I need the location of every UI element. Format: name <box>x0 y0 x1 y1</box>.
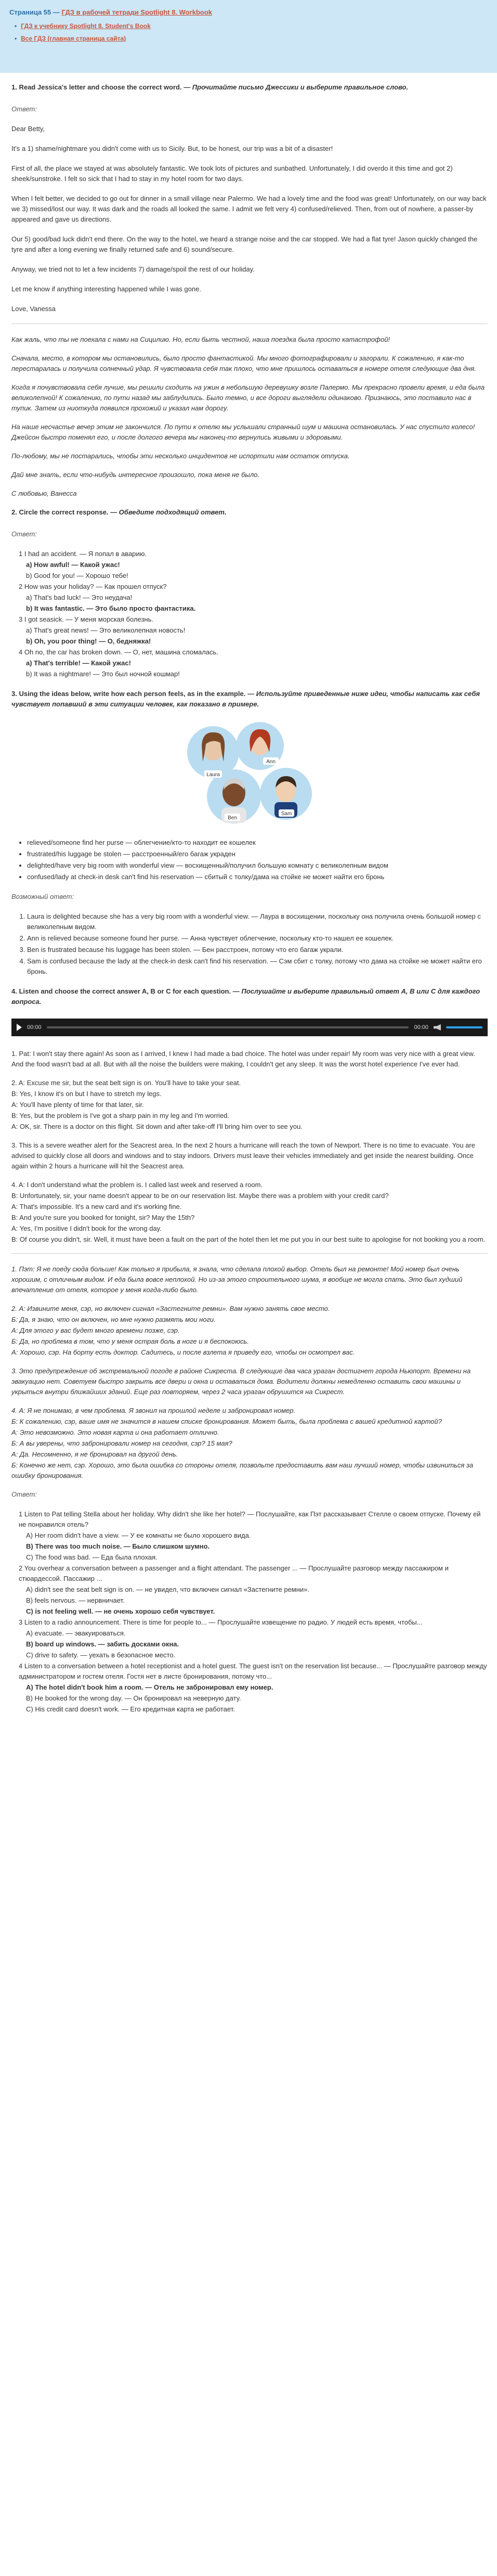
task4-title-ru: — Послушайте и выберите правильный ответ A, B или C для каждого вопроса. <box>11 987 480 1006</box>
task2-title-en: 2. Circle the correct response. <box>11 508 109 516</box>
script-line: A: Yes, I'm positive I didn't book for the wrong day. <box>11 1225 162 1232</box>
list-item: b) Good for you! — Хорошо тебе! <box>26 572 128 579</box>
task2-list <box>11 549 488 679</box>
list-item: b) Oh, you poor thing! — О, бедняжка! <box>26 637 151 645</box>
script-line: B: And you're sure you booked for tonight, sir? May the 15th? <box>11 1214 195 1221</box>
ideas-list <box>11 838 488 882</box>
students-book-link[interactable]: ГДЗ к учебнику Spotlight 8. Student's Book <box>21 22 151 30</box>
list-item: 4. Sam is confused because the lady at the check-in desk can't find his reservation. — Сэм сбит с толку, потому что дама на стойке не может найти его бронь. <box>27 956 488 977</box>
volume-icon[interactable] <box>434 1024 441 1031</box>
list-item: B) feels nervous. — нервничает. <box>26 1596 125 1604</box>
audio-script <box>11 1049 488 1245</box>
navigation-box <box>0 0 497 73</box>
list-item: A) The hotel didn't book him a room. — Отель не забронировал ему номер. <box>26 1683 273 1691</box>
task1-heading <box>11 82 488 93</box>
translation-line: 4. А: Я не понимаю, в чем проблема. Я звонил на прошлой неделе и забронировал номер. <box>11 1407 296 1414</box>
nav-item <box>21 21 488 31</box>
audio-current-time: 00:00 <box>27 1024 42 1031</box>
photo-label: Sam <box>281 811 292 817</box>
letter-signature: Love, Vanessa <box>11 305 56 313</box>
task3-heading <box>11 689 488 710</box>
list-item: a) How awful! — Какой ужас! <box>26 561 120 569</box>
photo-label: Laura <box>206 772 220 778</box>
translation-line: А: Да. Несомненно, я не бронировал на другой день. <box>11 1450 178 1458</box>
list-item: B) There was too much noise. — Было слишком шумно. <box>26 1542 210 1550</box>
translation-paragraph: На наше несчастье вечер этим не закончился. По пути к отелю мы услышали странный шум и машина остановилась. У нас спустило колесо! Джейсон быстро поменял его, и после долгого вечера мы наконец-то вернулись живыми и здоровыми. <box>11 423 475 441</box>
list-item: 1. Laura is delighted because she has a very big room with a wonderful view. — Лаура в восхищении, поскольку она получила очень большой номер с великолепным видом. <box>27 911 488 932</box>
list-item: 4 Oh no, the car has broken down. — О, нет, машина сломалась. <box>19 648 218 656</box>
task3-title-en: 3. Using the ideas below, write how each person feels, as in the example. <box>11 690 246 698</box>
translation-line: А: Для этого у вас будет много времени позже, сэр. <box>11 1326 180 1334</box>
task1-title-ru: — Прочитайте письмо Джессики и выберите правильное слово. <box>184 83 409 91</box>
translation-paragraph: 1. Пэт: Я не поеду сюда больше! Как только я прибыла, я знала, что сделала плохой выбор. Отель был на ремонте! Мой номер был очень хорошим, с отличным видом. И еда была вовсе неплохой. Но из-за этого строительного шума, я вообще не могла спать. Это был худший впечатление от отеля, которое у меня когда-либо было. <box>11 1265 463 1294</box>
letter-greeting: Dear Betty, <box>11 125 45 133</box>
list-item: a) That's bad luck! — Это неудача! <box>26 594 133 601</box>
nav-title-prefix: Страница 55 — <box>9 8 62 16</box>
workbook-link[interactable]: ГДЗ в рабочей тетради Spotlight 8. Workbook <box>61 8 212 16</box>
letter-paragraph: It's a 1) shame/nightmare you didn't come with us to Sicily. But, to be honest, our trip was a bit of a disaster! <box>11 145 333 152</box>
list-item: 1 I had an accident. — Я попал в аварию. <box>19 550 147 558</box>
script-line: A: OK, sir. There is a doctor on this flight. Sit down and after take-off I'll bring him over to see you. <box>11 1123 303 1130</box>
translation-line: Б: А вы уверены, что забронировали номер на сегодня, сэр? 15 мая? <box>11 1439 232 1447</box>
task4-heading <box>11 986 488 1007</box>
script-line: B: Yes, but the problem is I've got a sharp pain in my leg and I'm worried. <box>11 1112 230 1119</box>
letter-paragraph: Let me know if anything interesting happened while I was gone. <box>11 285 201 293</box>
content <box>0 82 497 1715</box>
nav-item <box>21 33 488 44</box>
list-item: C) His credit card doesn't work. — Его кредитная карта не работает. <box>26 1705 235 1713</box>
list-item: 3 Listen to a radio announcement. There is time for people to... — Прослушайте извещение по радио. У людей есть время, чтобы... <box>19 1618 423 1626</box>
answer-label: Ответ: <box>11 105 37 113</box>
list-item: b) It was a nightmare! — Это был ночной кошмар! <box>26 670 180 678</box>
letter-paragraph: First of all, the place we stayed at was absolutely fantastic. We took lots of pictures and sunbathed. Unfortunately, I did overdo it this time and got 2) sheek/sunstroke. I felt so sick that I had to stay in my hotel room for two days. <box>11 164 453 183</box>
list-item: 2. Ann is relieved because someone found her purse. — Анна чувствует облегчение, поскольку кто-то нашел ее кошелек. <box>27 933 488 944</box>
list-item: C) The food was bad. — Еда была плохая. <box>26 1553 158 1561</box>
task4-answers <box>11 1509 488 1715</box>
translation-line: Б: Да, но проблема в том, что у меня острая боль в ноге и я беспокоюсь. <box>11 1337 249 1345</box>
script-line: B: Yes, I know it's on but I have to stretch my legs. <box>11 1090 162 1098</box>
task2-title-ru: — Обведите подходящий ответ. <box>110 508 227 516</box>
script-paragraph: 3. This is a severe weather alert for the Seacrest area. In the next 2 hours a hurricane will reach the town of Newport. There is no time to evacuate. You are advised to quickly close all doors and windows and to stay indoors. Drivers must leave their vehicles immediately and get inside the nearest building. Once again within 2 hours a hurricane will hit the Seacrest area. <box>11 1141 475 1170</box>
script-line: A: That's impossible. It's a new card and it's working fine. <box>11 1203 182 1210</box>
list-item: C) is not feeling well. — не очень хорошо себя чувствует. <box>26 1607 215 1615</box>
photo-label: Ben <box>228 815 237 821</box>
all-gdz-link[interactable]: Все ГДЗ (главная страница сайта) <box>21 35 126 42</box>
script-line: 4. A: I don't understand what the problem is. I called last week and reserved a room. <box>11 1181 263 1189</box>
photo-label: Ann <box>266 759 276 765</box>
list-item: A) evacuate. — эвакуироваться. <box>26 1629 126 1637</box>
list-item: 1 Listen to Pat telling Stella about her holiday. Why didn't she like her hotel? — Послушайте, как Пэт рассказывает Стелле о своем отпуске. Почему ей не понравился отель? <box>19 1510 481 1528</box>
script-line: A: You'll have plenty of time for that later, sir. <box>11 1101 144 1109</box>
task3-answers <box>11 911 488 977</box>
list-item: a) That's terrible! — Какой ужас! <box>26 659 131 667</box>
script-line: B: Unfortunately, sir, your name doesn't appear to be on our reservation list. Maybe there was a problem with your credit card? <box>11 1192 389 1200</box>
list-item: • confused/lady at check-in desk can't find his reservation — сбитый с толку/дама на стойке не может найти его бронь <box>27 872 488 882</box>
translation-paragraph: Сначала, место, в котором мы остановились, было просто фантастикой. Мы много фотографировали и загорали. К сожалению, я как-то перестаралась и получила солнечный удар. Я чувствовала себя так плохо, что мне пришлось оставаться в номере отеля следующие два дня. <box>11 354 476 372</box>
translation-line: А: Хорошо, сэр. На борту есть доктор. Садитесь, и после взлета я приведу его, чтобы он осмотрел вас. <box>11 1348 355 1356</box>
translation-paragraph: По-любому, мы не постарались, чтобы эти несколько инцидентов не испортили нам остаток отпуска. <box>11 452 350 460</box>
answer-label: Ответ: <box>11 1490 37 1498</box>
list-item: • relieved/someone find her purse — облегчение/кто-то находит ее кошелек <box>27 838 488 848</box>
audio-duration: 00:00 <box>414 1024 428 1031</box>
translation-paragraph: 3. Это предупреждение об экстремальной погоде в районе Сикреста. В следующие два часа ураган достигнет города Ньюпорт. Времени на эвакуацию нет. Советуем быстро закрыть все двери и окна и оставаться дома. Водители должны немедленно оставить свои машины и укрыться внутри ближайших зданий. Еще раз повторяем, через 2 часа ураган обрушится на Сикрест. <box>11 1367 471 1396</box>
audio-script-translation <box>11 1264 488 1481</box>
list-item: • delighted/have very big room with wonderful view — восхищенный/получил большую комнату с великолепным видом <box>27 860 488 871</box>
list-item: 3. Ben is frustrated because his luggage has been stolen. — Бен расстроен, потому что его багаж украли. <box>27 945 488 955</box>
letter-paragraph: Our 5) good/bad luck didn't end there. On the way to the hotel, we heard a strange noise and the car stopped. We had a flat tyre! Jason quickly changed the tyre and after a long evening we finally returned safe and 6) sound/secure. <box>11 235 478 253</box>
script-line: 2. A: Excuse me sir, but the seat belt sign is on. You'll have to take your seat. <box>11 1079 241 1087</box>
translation-line: Б: К сожалению, сэр, ваше имя не значится в нашем списке бронирования. Может быть, была проблема с вашей кредитной картой? <box>11 1418 442 1425</box>
script-line: B: Of course you didn't, sir. Well, it must have been a fault on the part of the hotel then let me put you in our best suite to apologise for not booking you a room. <box>11 1235 486 1243</box>
list-item: • frustrated/his luggage be stolen — расстроенный/его багаж украден <box>27 849 488 859</box>
translation-paragraph: Как жаль, что ты не поехала с нами на Сицилию. Но, если быть честной, наша поездка была просто катастрофой! <box>11 336 390 343</box>
letter-translation <box>11 334 488 499</box>
translation-paragraph: С любовью, Ванесса <box>11 490 77 497</box>
script-paragraph: 1. Pat: I won't stay there again! As soon as I arrived, I knew I had made a bad choice. The hotel was under repair! My room was very nice with a great view. And the food wasn't bad at all. But with all the noise the builders were making, I couldn't get any sleep. It was the worst hotel experience I've ever had. <box>11 1050 475 1068</box>
translation-line: Б: Конечно же нет, сэр. Хорошо, это была ошибка со стороны отеля, позвольте предоставить вам наш лучший номер, чтобы извиниться за ошибку бронирования. <box>11 1461 474 1479</box>
letter-paragraph: Anyway, we tried not to let a few incidents 7) damage/spoil the rest of our holiday. <box>11 265 255 273</box>
nav-links <box>9 21 488 44</box>
list-item: A) Her room didn't have a view. — У ее комнаты не было хорошего вида. <box>26 1531 251 1539</box>
divider <box>11 1253 488 1254</box>
translation-line: Б: Да, я знаю, что он включен, но мне нужно размять мои ноги. <box>11 1316 216 1323</box>
task4-title-en: 4. Listen and choose the correct answer A, B or C for each question. <box>11 987 231 995</box>
play-icon[interactable] <box>17 1024 22 1031</box>
volume-slider[interactable] <box>446 1026 482 1028</box>
list-item: C) drive to safety. — уехать в безопасное место. <box>26 1651 176 1659</box>
task2-heading <box>11 507 488 518</box>
translation-paragraph: Дай мне знать, если что-нибудь интересное произошло, пока меня не было. <box>11 471 260 479</box>
list-item: 4 Listen to a conversation between a hotel receptionist and a hotel guest. The guest isn't on the reservation list because... — Прослушайте разговор между администратором и гостем отеля. Гостя нет в листе бронирования, потому что... <box>19 1662 487 1680</box>
audio-progress-bar[interactable] <box>47 1026 409 1028</box>
people-photos <box>11 721 488 825</box>
answer-label: Возможный ответ: <box>11 893 74 900</box>
translation-line: А: Это невозможно. Это новая карта и она работает отлично. <box>11 1428 219 1436</box>
list-item: 2 How was your holiday? — Как прошел отпуск? <box>19 583 167 590</box>
task3-title-ru: — Используйте приведенные ниже идеи, чтобы написать как себя чувствует попавший в эти ситуации человек, как показано в примере. <box>11 690 480 708</box>
list-item: 3 I got seasick. — У меня морская болезнь. <box>19 615 153 623</box>
translation-paragraph: Когда я почувствовала себя лучше, мы решили сходить на ужин в небольшую деревушку возле Палермо. Мы прекрасно провели время, и еда была великолепной! К сожалению, по пути назад мы заблудились. Было темно, и все дороги выглядели одинаково. Признаюсь, это поставило нас в тупик. Затем из ниоткуда появился прохожий и указал нам дорогу. <box>11 383 485 412</box>
audio-player <box>11 1019 488 1036</box>
task1-title-en: 1. Read Jessica's letter and choose the correct word. <box>11 83 182 91</box>
list-item: B) board up windows. — забить досками окна. <box>26 1640 179 1648</box>
list-item: 2 You overhear a conversation between a passenger and a flight attendant. The passenger ... — Прослушайте разговор между пассажиром и стюардессой. Пассажир ... <box>19 1564 449 1582</box>
people-illustration <box>177 721 322 825</box>
list-item: A) didn't see the seat belt sign is on. — не увидел, что включен сигнал «Застегните ремни». <box>26 1586 310 1593</box>
nav-title <box>9 7 488 18</box>
translation-line: 2. А: Извините меня, сэр, но включен сигнал «Застегните ремни». Вам нужно занять свое место. <box>11 1305 330 1312</box>
answer-label: Ответ: <box>11 530 37 538</box>
letter-paragraph: When I felt better, we decided to go out for dinner in a small village near Palermo. We had a lovely time and the food was great! Unfortunately, on our way back we 3) missed/lost our way. It was dark and the roads all looked the same. I admit we felt very 4) confused/relieved. Then, from out of nowhere, a passer-by appeared and gave us directions. <box>11 195 487 223</box>
list-item: B) He booked for the wrong day. — Он бронировал на неверную дату. <box>26 1694 241 1702</box>
list-item: b) It was fantastic. — Это было просто фантастика. <box>26 604 196 612</box>
list-item: a) That's great news! — Это великолепная новость! <box>26 626 186 634</box>
